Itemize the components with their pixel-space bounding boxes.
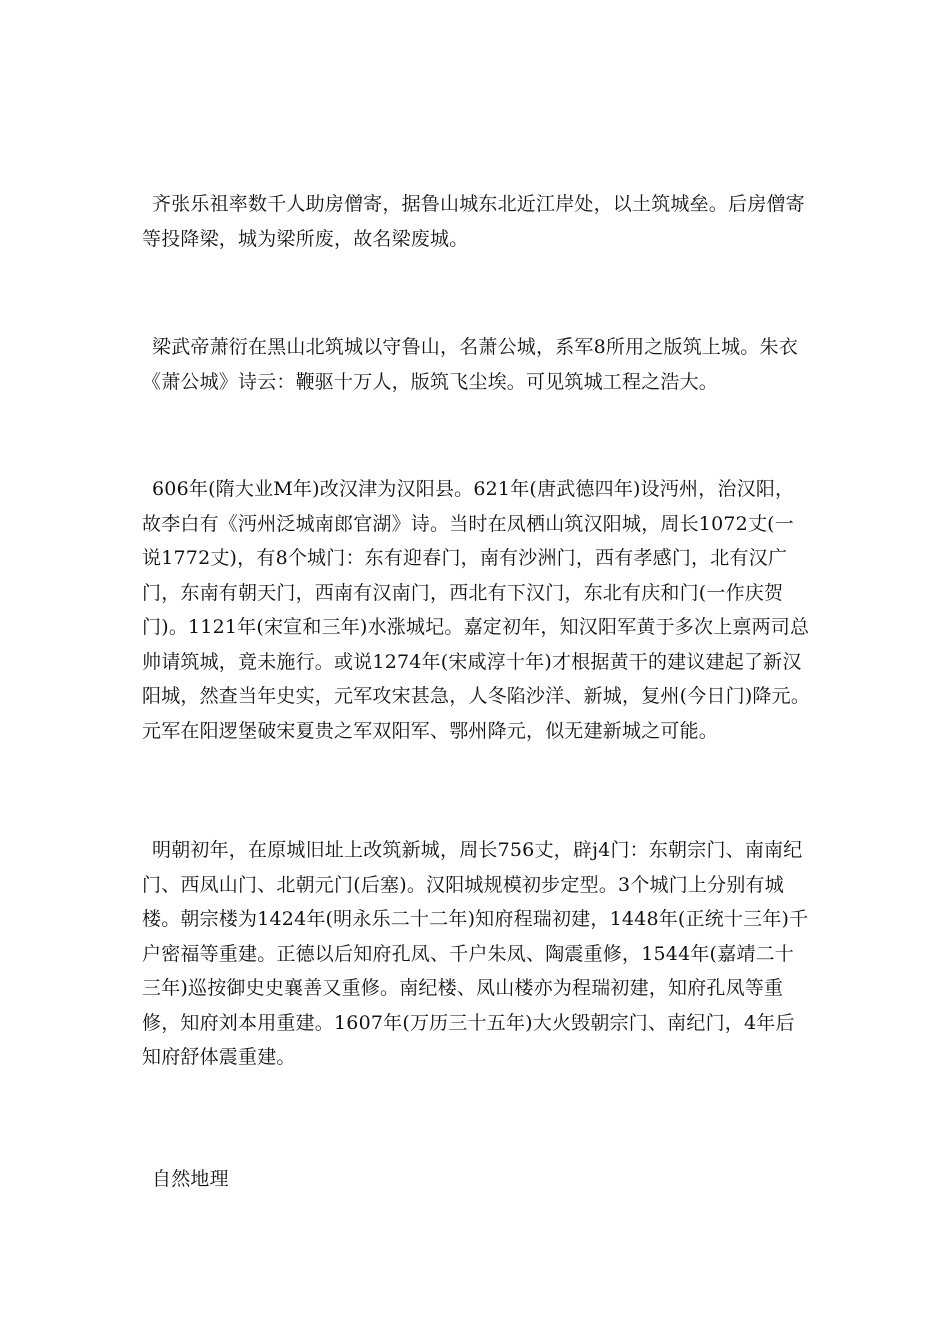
paragraph-ming-dynasty-city: 明朝初年，在原城旧址上改筑新城，周长756丈，辟j4门：东朝宗门、南南纪门、西凤山门、北朝元门(后塞)。汉阳城规模初步定型。3个城门上分别有城楼。朝宗楼为1424年(明永乐二十二年)知府程瑞初建，1448年(正统十三年)千户密福等重建。正德以后知府孔凤、千户朱凤、陶震重修，1544年(嘉靖二十三年)巡按御史史襄善又重修。南纪楼、凤山楼亦为程瑞初建，知府孔凤等重修，知府刘本用重建。1607年(万历三十五年)大火毁朝宗门、南纪门，4年后知府舒体震重建。 xyxy=(142,839,809,1068)
section-heading-natural-geography: 自然地理 xyxy=(152,1168,229,1190)
paragraph-liang-fei-cheng: 齐张乐祖率数千人助房僧寄，据鲁山城东北近江岸处，以土筑城垒。后房僧寄等投降梁，城为梁所废，故名梁废城。 xyxy=(142,193,805,250)
paragraph-hanyang-county-history: 606年(隋大业M年)改汉津为汉阳县。621年(唐武德四年)设沔州，治汉阳，故李白有《沔州泛城南郎官湖》诗。当时在凤栖山筑汉阳城，周长1072丈(一说1772丈)，有8个城门：东有迎春门，南有沙洲门，西有孝感门，北有汉广门，东南有朝天门，西南有汉南门，西北有下汉门，东北有庆和门(一作庆贺门)。1121年(宋宣和三年)水涨城圮。嘉定初年，知汉阳军黄于多次上禀两司总帅请筑城，竟未施行。或说1274年(宋咸淳十年)才根据黄干的建议建起了新汉阳城，然查当年史实，元军攻宋甚急，人冬陷沙洋、新城，复州(今日门)降元。元军在阳逻堡破宋夏贵之军双阳军、鄂州降元，似无建新城之可能。 xyxy=(142,478,811,742)
paragraph-xiao-gong-cheng: 梁武帝萧衍在黑山北筑城以守鲁山，名萧公城，系军8所用之版筑上城。朱衣《萧公城》诗云：鞭驱十万人，版筑飞尘埃。可见筑城工程之浩大。 xyxy=(142,336,798,393)
